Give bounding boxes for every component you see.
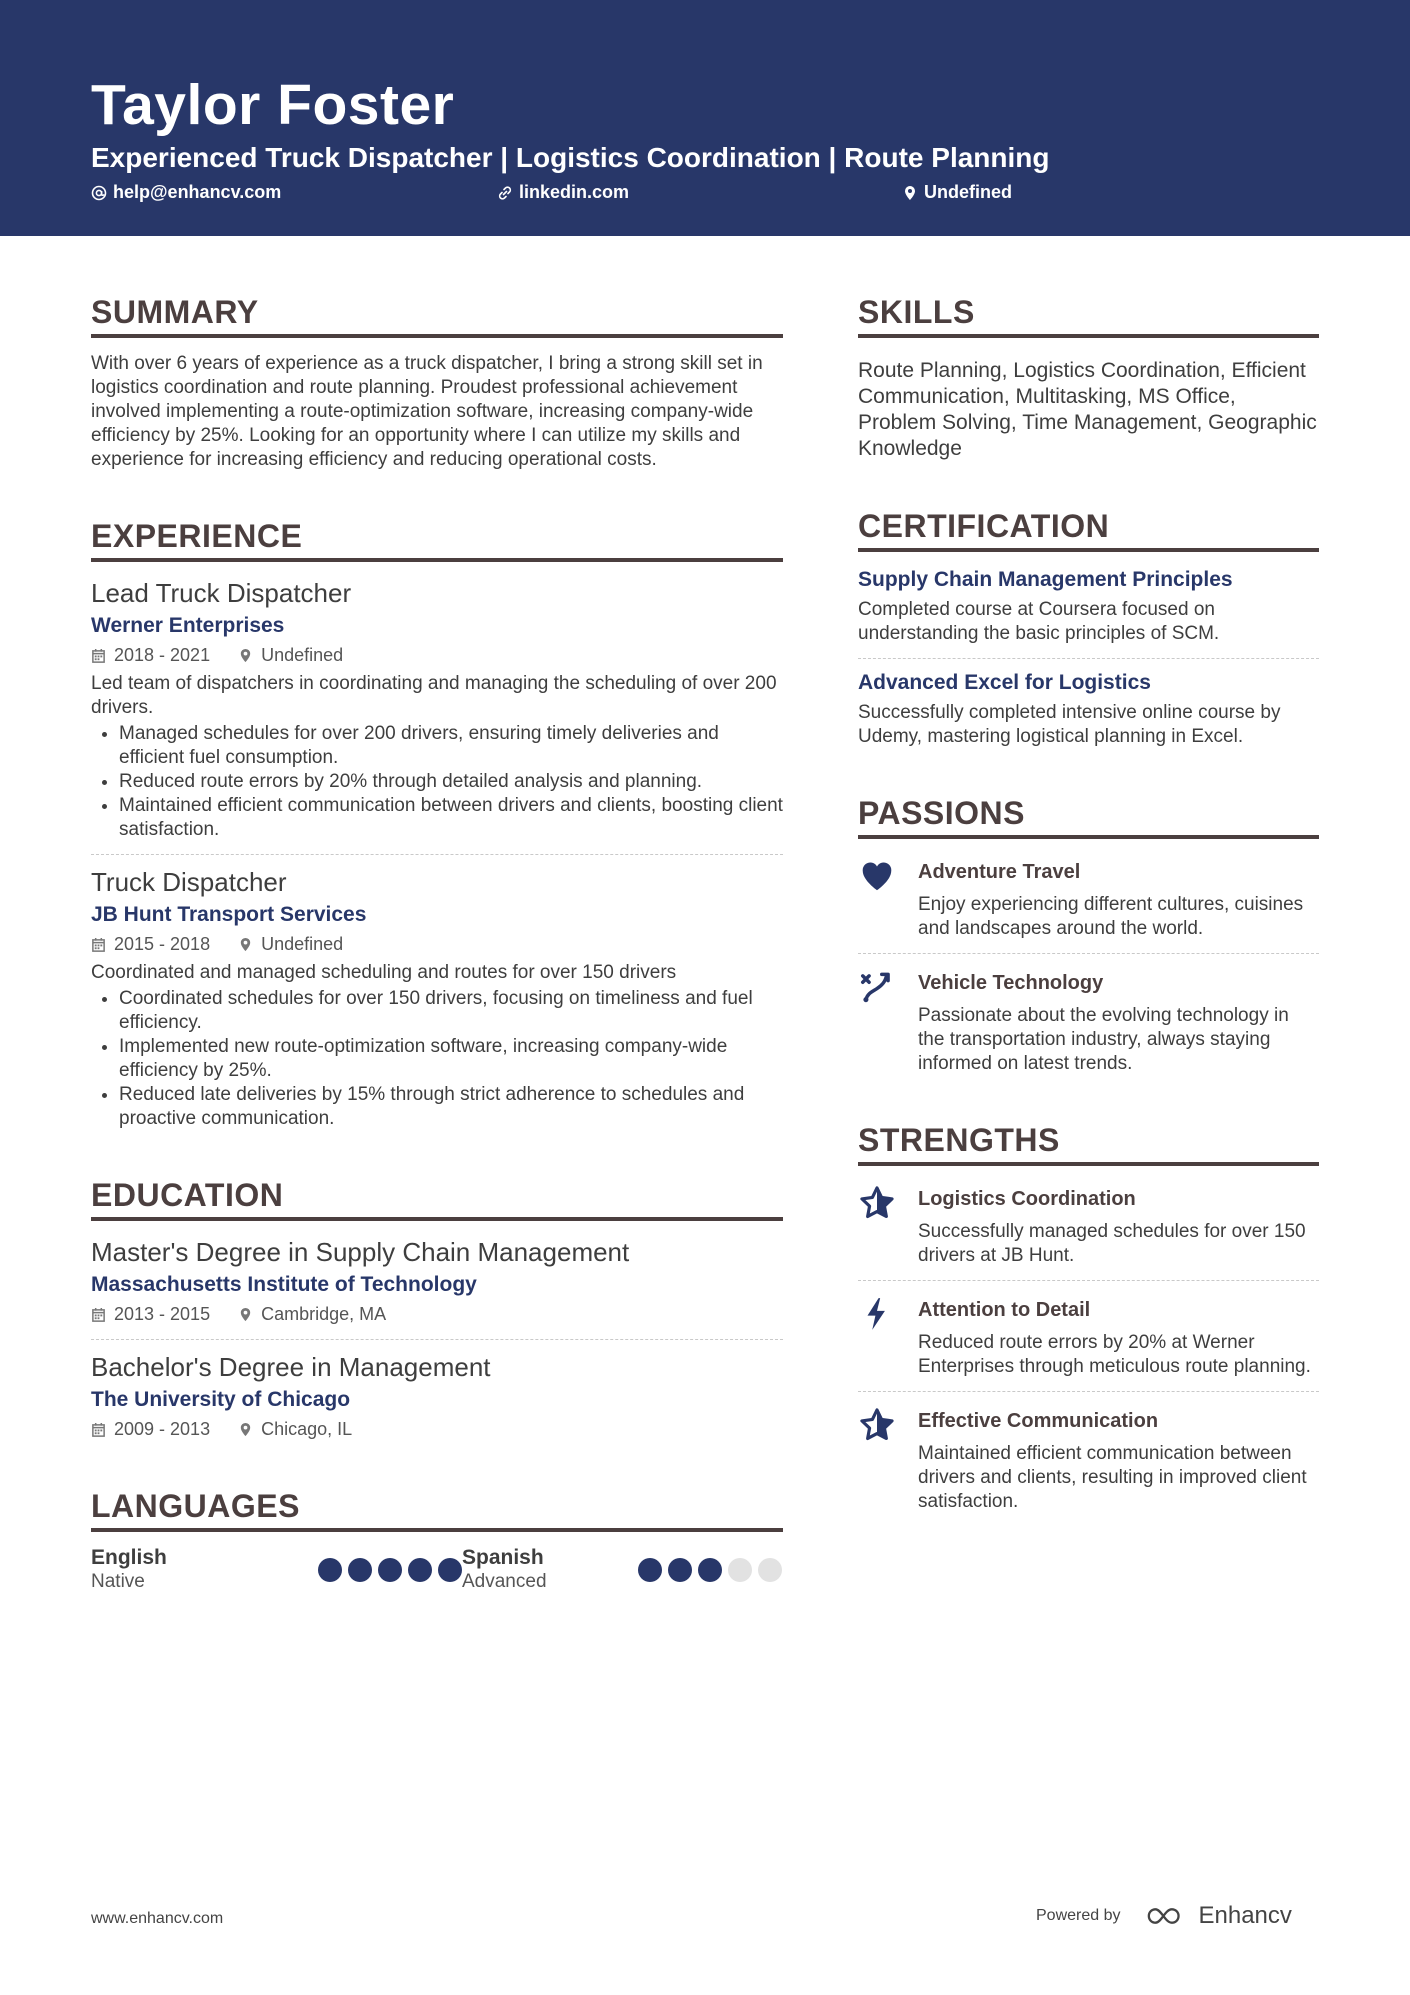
education-heading: EDUCATION — [91, 1175, 783, 1221]
divider — [858, 953, 1319, 954]
language-name: English — [91, 1546, 167, 1569]
language-rating — [638, 1558, 782, 1594]
divider — [858, 1391, 1319, 1392]
rating-dot-filled — [638, 1558, 662, 1582]
job-bullets — [91, 987, 783, 1131]
bolt-icon — [858, 1295, 896, 1333]
strength-title: Effective Communication — [918, 1410, 1159, 1432]
job-bullet: • Implemented new route-optimization software, increasing company-wide efficiency by 25%. — [119, 1035, 783, 1083]
strength-title: Attention to Detail — [918, 1299, 1091, 1321]
job-description: Led team of dispatchers in coordinating and managing the scheduling of over 200 drivers. — [91, 673, 777, 718]
job-bullet: • Reduced route errors by 20% through detailed analysis and planning. — [119, 770, 783, 794]
divider — [858, 1280, 1319, 1281]
rating-dot-filled — [318, 1558, 342, 1582]
strength-item — [858, 1402, 1319, 1514]
divider — [91, 1339, 783, 1340]
candidate-name: Taylor Foster — [91, 73, 455, 137]
location-text: Undefined — [924, 182, 1012, 202]
degree-title: Bachelor's Degree in Management — [91, 1352, 491, 1382]
calendar-icon — [91, 937, 106, 952]
experience-heading: EXPERIENCE — [91, 516, 783, 562]
skills-heading: SKILLS — [858, 292, 1319, 338]
at-icon — [91, 185, 107, 201]
job-dates: 2018 - 2021 — [114, 645, 211, 665]
languages-row — [91, 1546, 783, 1594]
heart-icon — [858, 857, 896, 895]
rating-dot-empty — [728, 1558, 752, 1582]
rating-dot-filled — [378, 1558, 402, 1582]
enhancv-logo[interactable] — [1145, 1902, 1292, 1930]
languages-section — [91, 1486, 783, 1594]
map-pin-icon — [238, 937, 253, 952]
certification-item — [858, 566, 1319, 646]
job-location: Undefined — [261, 934, 344, 954]
contact-email[interactable] — [91, 182, 281, 203]
email-text: help@enhancv.com — [113, 182, 282, 202]
job-bullet: • Reduced late deliveries by 15% through strict adherence to schedules and proactive communication. — [119, 1083, 783, 1131]
certification-item — [858, 669, 1319, 749]
strength-description: Reduced route errors by 20% at Werner Enterprises through meticulous route planning. — [918, 1332, 1311, 1377]
divider — [858, 658, 1319, 659]
contact-location — [902, 182, 1012, 203]
rating-dot-filled — [438, 1558, 462, 1582]
rating-dot-filled — [668, 1558, 692, 1582]
passion-title: Adventure Travel — [918, 861, 1081, 883]
job-meta — [91, 931, 783, 957]
contact-linkedin[interactable] — [497, 182, 629, 203]
job-bullets — [91, 722, 783, 842]
rating-dot-filled — [408, 1558, 432, 1582]
summary-heading: SUMMARY — [91, 292, 783, 338]
strength-item — [858, 1291, 1319, 1379]
certification-title: Advanced Excel for Logistics — [858, 671, 1151, 694]
certification-heading: CERTIFICATION — [858, 506, 1319, 552]
job-role: Truck Dispatcher — [91, 867, 287, 897]
powered-by-label: Powered by — [1036, 1907, 1121, 1924]
passion-title: Vehicle Technology — [918, 972, 1104, 994]
skills-list: Route Planning, Logistics Coordination, Efficient Communication, Multitasking, MS Office, Problem Solving, Time Management, Geographic Knowledge — [858, 359, 1317, 460]
right-column — [858, 292, 1319, 1558]
passion-description: Enjoy experiencing different cultures, cuisines and landscapes around the world. — [918, 894, 1304, 939]
calendar-icon — [91, 648, 106, 663]
rating-dot-empty — [758, 1558, 782, 1582]
education-item — [91, 1235, 783, 1327]
calendar-icon — [91, 1307, 106, 1322]
strengths-section — [858, 1120, 1319, 1514]
experience-section — [91, 516, 783, 1131]
language-name: Spanish — [462, 1546, 544, 1569]
school-name: The University of Chicago — [91, 1388, 351, 1411]
job-company: Werner Enterprises — [91, 614, 285, 637]
map-pin-icon — [238, 648, 253, 663]
job-role: Lead Truck Dispatcher — [91, 578, 352, 608]
linkedin-text: linkedin.com — [519, 182, 630, 202]
strengths-heading: STRENGTHS — [858, 1120, 1319, 1166]
education-meta — [91, 1416, 783, 1442]
job-company: JB Hunt Transport Services — [91, 903, 367, 926]
language-item — [91, 1546, 462, 1594]
left-column — [91, 292, 783, 1638]
certification-title: Supply Chain Management Principles — [858, 568, 1233, 591]
degree-title: Master's Degree in Supply Chain Management — [91, 1237, 630, 1267]
certification-section — [858, 506, 1319, 749]
passion-item — [858, 853, 1319, 941]
infinity-logo-icon — [1145, 1904, 1191, 1928]
footer-website[interactable]: www.enhancv.com — [91, 1910, 224, 1927]
passions-section — [858, 793, 1319, 1076]
link-icon — [497, 185, 513, 201]
candidate-title: Experienced Truck Dispatcher | Logistics Coordination | Route Planning — [91, 142, 1050, 173]
footer-branding — [1036, 1902, 1292, 1930]
resume-header — [0, 0, 1410, 236]
brand-name: Enhancv — [1198, 1902, 1292, 1929]
job-bullet: • Coordinated schedules for over 150 drivers, focusing on timeliness and fuel efficiency. — [119, 987, 783, 1035]
language-item — [462, 1546, 782, 1594]
rating-dot-filled — [698, 1558, 722, 1582]
skills-section — [858, 292, 1319, 462]
job-description: Coordinated and managed scheduling and routes for over 150 drivers — [91, 962, 677, 983]
passion-item — [858, 964, 1319, 1076]
job-bullet: • Managed schedules for over 200 drivers, ensuring timely deliveries and efficient fuel consumption. — [119, 722, 783, 770]
calendar-icon — [91, 1422, 106, 1437]
language-rating — [318, 1558, 462, 1594]
job-dates: 2015 - 2018 — [114, 934, 211, 954]
map-pin-icon — [238, 1422, 253, 1437]
strength-description: Successfully managed schedules for over 150 drivers at JB Hunt. — [918, 1221, 1306, 1266]
strength-description: Maintained efficient communication between drivers and clients, resulting in improved client satisfaction. — [918, 1443, 1307, 1512]
star-icon — [858, 1406, 896, 1444]
education-location: Cambridge, MA — [261, 1304, 387, 1324]
certification-description: Completed course at Coursera focused on understanding the basic principles of SCM. — [858, 599, 1220, 644]
strength-title: Logistics Coordination — [918, 1188, 1136, 1210]
education-meta — [91, 1301, 783, 1327]
education-item — [91, 1350, 783, 1442]
school-name: Massachusetts Institute of Technology — [91, 1273, 477, 1296]
education-section — [91, 1175, 783, 1442]
passion-description: Passionate about the evolving technology in the transportation industry, always staying informed on latest trends. — [918, 1005, 1289, 1074]
education-dates: 2013 - 2015 — [114, 1304, 211, 1324]
job-meta — [91, 642, 783, 668]
summary-text: With over 6 years of experience as a truck dispatcher, I bring a strong skill set in logistics coordination and route planning. Proudest professional achievement involved implementing a route-optimization software, increasing company-wide efficiency by 25%. Looking for an opportunity where I can utilize my skills and experience for increasing efficiency and reducing operational costs. — [91, 353, 763, 470]
star-icon — [858, 1184, 896, 1222]
route-icon — [858, 968, 896, 1006]
map-pin-icon — [902, 185, 918, 201]
job-location: Undefined — [261, 645, 344, 665]
summary-section — [91, 292, 783, 472]
job-bullet: • Maintained efficient communication between drivers and clients, boosting client satisfaction. — [119, 794, 783, 842]
certification-description: Successfully completed intensive online course by Udemy, mastering logistical planning in Excel. — [858, 702, 1281, 747]
rating-dot-filled — [348, 1558, 372, 1582]
education-location: Chicago, IL — [261, 1419, 353, 1439]
divider — [91, 854, 783, 855]
passions-heading: PASSIONS — [858, 793, 1319, 839]
language-level: Native — [91, 1571, 145, 1592]
education-dates: 2009 - 2013 — [114, 1419, 211, 1439]
experience-item — [91, 576, 783, 842]
experience-item — [91, 865, 783, 1131]
languages-heading: LANGUAGES — [91, 1486, 783, 1532]
map-pin-icon — [238, 1307, 253, 1322]
language-level: Advanced — [462, 1571, 547, 1592]
strength-item — [858, 1180, 1319, 1268]
